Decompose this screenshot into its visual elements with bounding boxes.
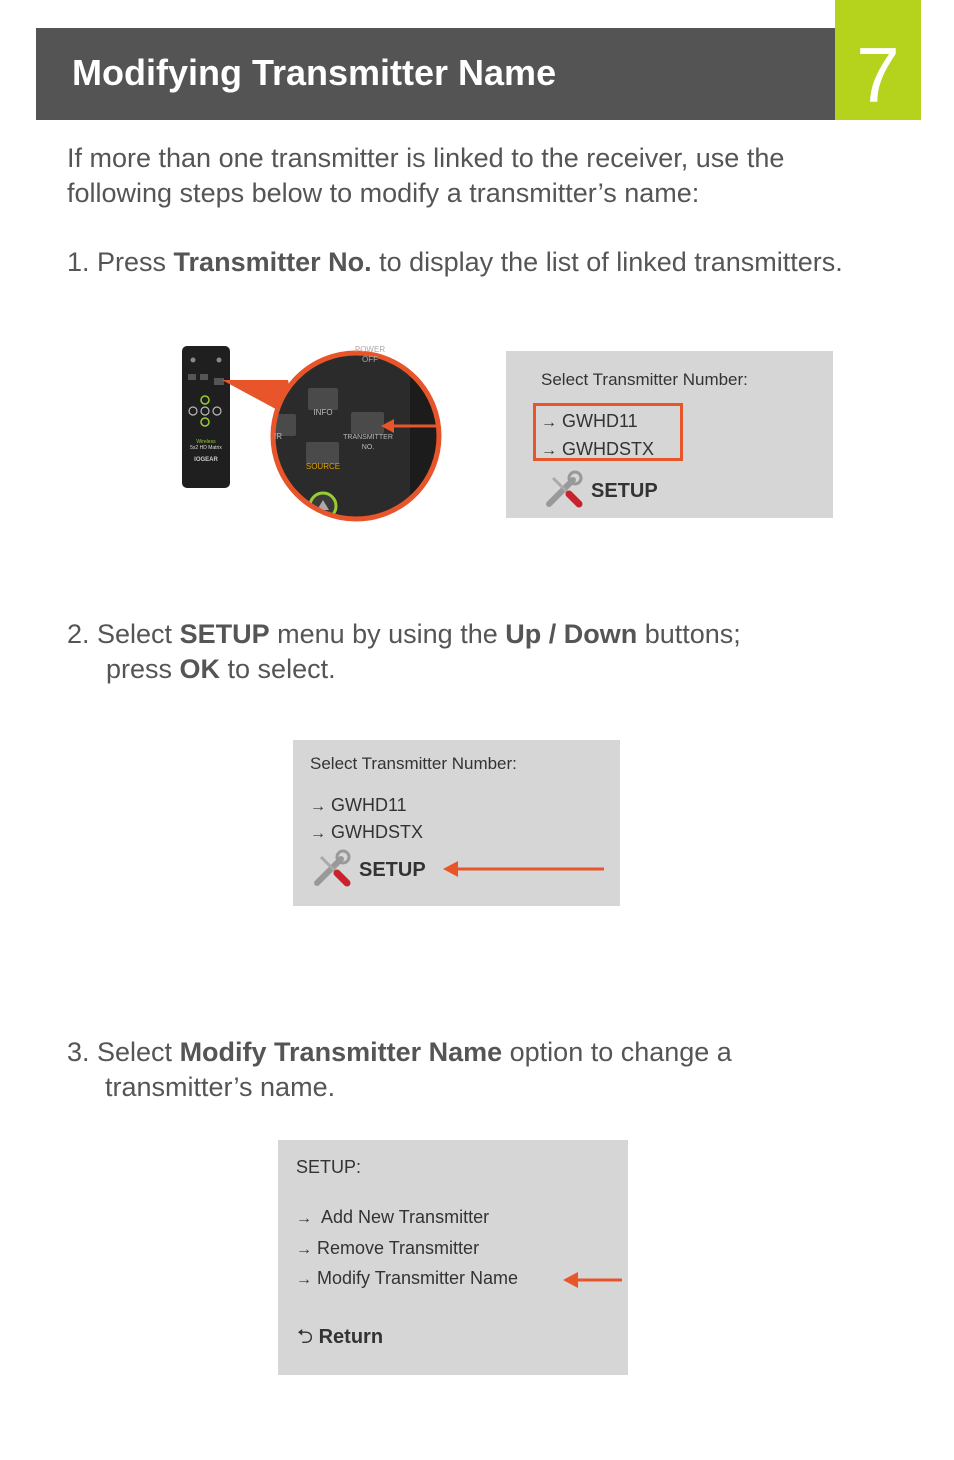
arrow-right-icon: → (310, 825, 326, 842)
page-number: 7 (856, 31, 900, 119)
screen-3-return[interactable]: ⮌ Return (297, 1326, 384, 1348)
screen-2-item[interactable]: → GWHD11 (310, 795, 407, 815)
info-button[interactable] (308, 388, 338, 410)
step-3-prefix: 3. Select (67, 1037, 180, 1067)
step-2-line2-suffix: to select. (220, 654, 336, 684)
remote-power-off-label: POWER OFF (354, 345, 386, 364)
remote-ir-label: IR (274, 432, 282, 441)
remote-transmitter-no-label: TRANSMITTER NO. (343, 434, 393, 451)
remote-brand-logo: IOGEAR (194, 457, 218, 463)
screen-3-item[interactable]: → Add New Transmitter (296, 1207, 490, 1227)
step-3-text (67, 1035, 732, 1105)
step-1-suffix: to display the list of linked transmitters. (371, 247, 843, 277)
step-2-line2-prefix: press (106, 654, 180, 684)
screen-3-item[interactable]: → Remove Transmitter (296, 1238, 480, 1258)
step-2-text (67, 617, 741, 687)
screen-3-heading: SETUP: (296, 1157, 362, 1177)
step-1-bold: Transmitter No. (173, 247, 372, 277)
screen-2-heading: Select Transmitter Number: (310, 754, 517, 773)
pointer-arrow-icon (560, 1268, 624, 1292)
svg-text:5x2 HD Matrix: 5x2 HD Matrix (190, 445, 222, 451)
arrow-right-icon: → (541, 414, 557, 431)
transmitter-no-button[interactable] (351, 412, 384, 434)
source-button[interactable] (306, 442, 339, 464)
setup-tools-icon (543, 470, 585, 510)
return-icon: ⮌ (297, 1326, 314, 1348)
step-2-bold-1: SETUP (179, 619, 270, 649)
setup-tools-icon (311, 849, 353, 889)
step-1-prefix: 1. Press (67, 247, 174, 277)
arrow-right-icon: → (296, 1210, 312, 1227)
pointer-arrow-icon (440, 856, 606, 882)
intro-line-1: If more than one transmitter is linked to the receiver, use the (67, 143, 785, 173)
step-3-suffix: option to change a (502, 1037, 732, 1067)
screen-1-item[interactable]: → GWHDSTX (541, 439, 655, 459)
screen-2-setup[interactable]: SETUP (359, 859, 426, 881)
arrow-right-icon: → (541, 442, 557, 459)
step-3-line-2: transmitter’s name. (105, 1072, 336, 1102)
step-1-text (67, 245, 843, 280)
arrow-right-icon: → (296, 1271, 312, 1288)
remote-body (182, 346, 230, 488)
remote-illustration (178, 340, 448, 530)
screen-1-setup[interactable]: SETUP (591, 480, 658, 502)
step-2-bold-2: Up / Down (505, 619, 638, 649)
screen-1-item[interactable]: → GWHD11 (541, 411, 638, 431)
step-2-suffix: buttons; (637, 619, 741, 649)
arrow-right-icon: → (296, 1241, 312, 1258)
svg-text:Wireless: Wireless (196, 439, 216, 445)
step-3-bold: Modify Transmitter Name (179, 1037, 503, 1067)
arrow-right-icon: → (310, 798, 326, 815)
intro-paragraph (67, 141, 784, 211)
screen-1-heading: Select Transmitter Number: (541, 370, 748, 389)
step-2-mid: menu by using the (269, 619, 506, 649)
step-2-line2-bold: OK (179, 654, 221, 684)
step-2-prefix: 2. Select (67, 619, 180, 649)
intro-line-2: following steps below to modify a transmitter’s name: (67, 178, 700, 208)
page-title: Modifying Transmitter Name (72, 52, 557, 93)
remote-source-label: SOURCE (305, 462, 341, 471)
screen-3-item[interactable]: → Modify Transmitter Name (296, 1268, 519, 1288)
remote-info-label: INFO (313, 408, 333, 417)
screen-2-item[interactable]: → GWHDSTX (310, 822, 424, 842)
